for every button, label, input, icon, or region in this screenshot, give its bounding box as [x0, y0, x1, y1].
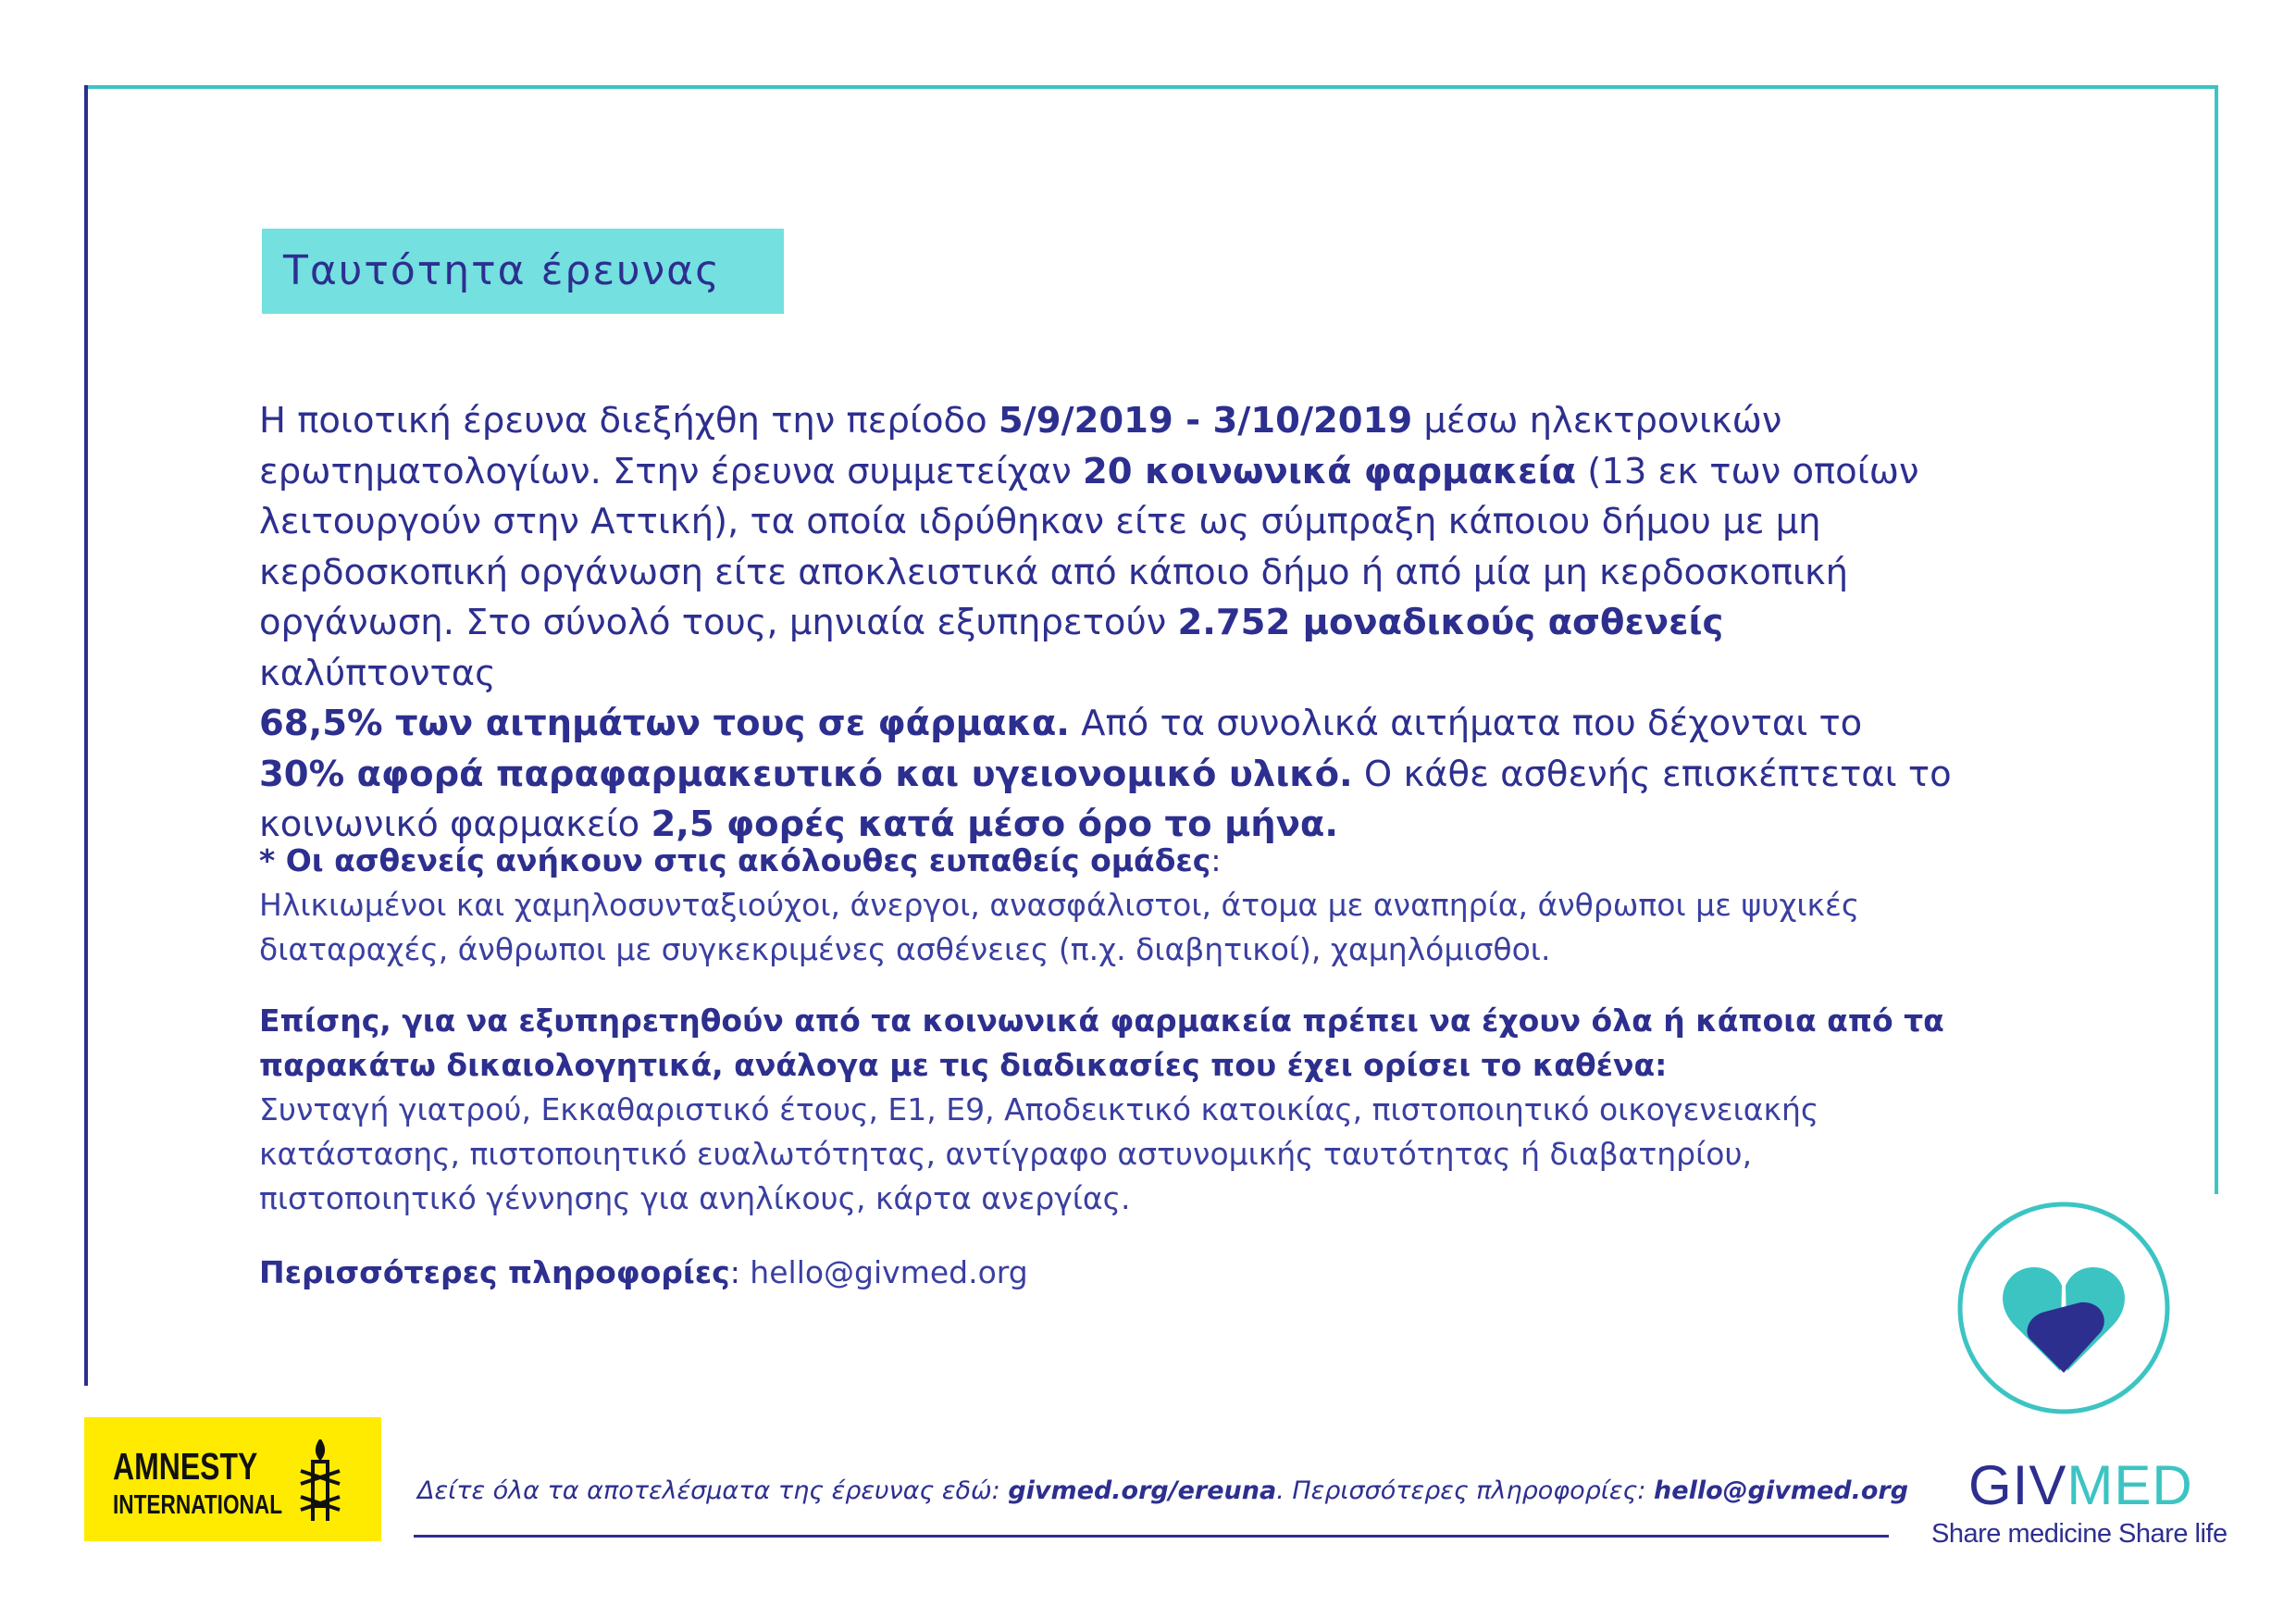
frame-left-line — [84, 85, 88, 1386]
footer-text-2: . Περισσότερες πληροφορίες: — [1276, 1476, 1655, 1505]
footer-text — [417, 1476, 1908, 1505]
footer-text-1: Δείτε όλα τα αποτελέσματα της έρευνας εδώ: — [417, 1476, 1009, 1505]
page-title: Ταυτότητα έρευνας — [283, 247, 721, 294]
groups-heading: * Οι ασθενείς ανήκουν στις ακόλουθες ευπαθείς ομάδες — [259, 842, 1211, 878]
main-bold-patients: 2.752 μοναδικούς ασθενείς — [1177, 602, 1724, 643]
main-bold-requests: 68,5% των αιτημάτων τους σε φάρμακα. — [259, 703, 1070, 744]
givmed-wordmark — [1968, 1453, 2193, 1517]
footer-email[interactable]: hello@givmed.org — [1654, 1476, 1909, 1505]
main-text-3: (13 εκ των οποίων λειτουργούν στην Αττική), τα οποία ιδρύθηκαν είτε ως σύμπραξη κάποιου δήμου με μη κερδοσκοπική οργάνωση είτε αποκλειστικά από κάποιο δήμο ή από μία μη κερδοσκοπική οργάνωση. Στο σύνολό τους, μηνιαία εξυπηρετούν — [259, 450, 1919, 643]
more-info-email[interactable]: hello@givmed.org — [739, 1254, 1028, 1290]
main-text-6: Ο κάθε ασθενής επισκέπτεται το κοινωνικό φαρμακείο — [259, 753, 1952, 845]
frame-right-line — [2215, 85, 2218, 1194]
documents-body: Συνταγή γιατρού, Εκκαθαριστικό έτους, Ε1, Ε9, Αποδεικτικό κατοικίας, πιστοποιητικό οικογενειακής κατάστασης, πιστοποιητικό ευαλωτότητας, αντίγραφο αστυνομικής ταυτότητας ή διαβατηρίου, πιστοποιητικό γέννησης για ανηλίκους, κάρτα ανεργίας. — [259, 1091, 1819, 1216]
givmed-tagline: Share medicine Share life — [1931, 1519, 2228, 1549]
main-bold-dates: 5/9/2019 - 3/10/2019 — [998, 400, 1413, 442]
main-bold-material: 30% αφορά παραφαρμακευτικό και υγειονομικό υλικό. — [259, 753, 1353, 795]
footer-underline — [414, 1535, 1889, 1538]
main-bold-visits: 2,5 φορές κατά μέσο όρο το μήνα. — [651, 803, 1338, 845]
groups-body: Ηλικιωμένοι και χαμηλοσυνταξιούχοι, άνεργοι, ανασφάλιστοι, άτομα με αναπηρία, άνθρωποι με ψυχικές διαταραχές, άνθρωποι με συγκεκριμένες ασθένειες (π.χ. διαβητικοί), χαμηλόμισθοι. — [259, 887, 1860, 967]
amnesty-logo — [84, 1417, 381, 1541]
frame-top-line — [84, 85, 2218, 89]
documents-heading: Επίσης, για να εξυπηρετηθούν από τα κοινωνικά φαρμακεία πρέπει να έχουν όλα ή κάποια από τα παρακάτω δικαιολογητικά, ανάλογα με τις διαδικασίες που έχει ορίσει το καθένα: — [259, 1003, 1944, 1083]
main-text-4: καλύπτοντας — [259, 652, 496, 694]
amnesty-line2: INTERNATIONAL — [113, 1490, 283, 1520]
candle-icon — [293, 1439, 347, 1525]
givmed-word-part2: MED — [2066, 1454, 2193, 1516]
documents-section — [259, 999, 1971, 1221]
footer-link[interactable]: givmed.org/ereuna — [1008, 1476, 1277, 1505]
more-info-colon: : — [729, 1254, 740, 1290]
main-text-2: μέσω ηλεκτρονικών ερωτηματολογίων. Στην έρευνα συμμετείχαν — [259, 400, 1782, 492]
title-box — [262, 229, 784, 314]
more-info — [259, 1251, 1971, 1295]
more-info-label: Περισσότερες πληροφορίες — [259, 1254, 730, 1290]
main-bold-pharmacies: 20 κοινωνικά φαρμακεία — [1083, 450, 1577, 492]
groups-colon: : — [1210, 842, 1222, 878]
amnesty-line1: AMNESTY — [113, 1445, 258, 1488]
main-text-5: Από τα συνολικά αιτήματα που δέχονται το — [1069, 703, 1863, 744]
givmed-heart-icon — [1956, 1201, 2171, 1415]
givmed-word-part1: GIV — [1968, 1454, 2067, 1516]
vulnerable-groups-section — [259, 839, 1971, 972]
main-paragraph — [259, 396, 1953, 851]
main-text-1: Η ποιοτική έρευνα διεξήχθη την περίοδο — [259, 400, 999, 442]
